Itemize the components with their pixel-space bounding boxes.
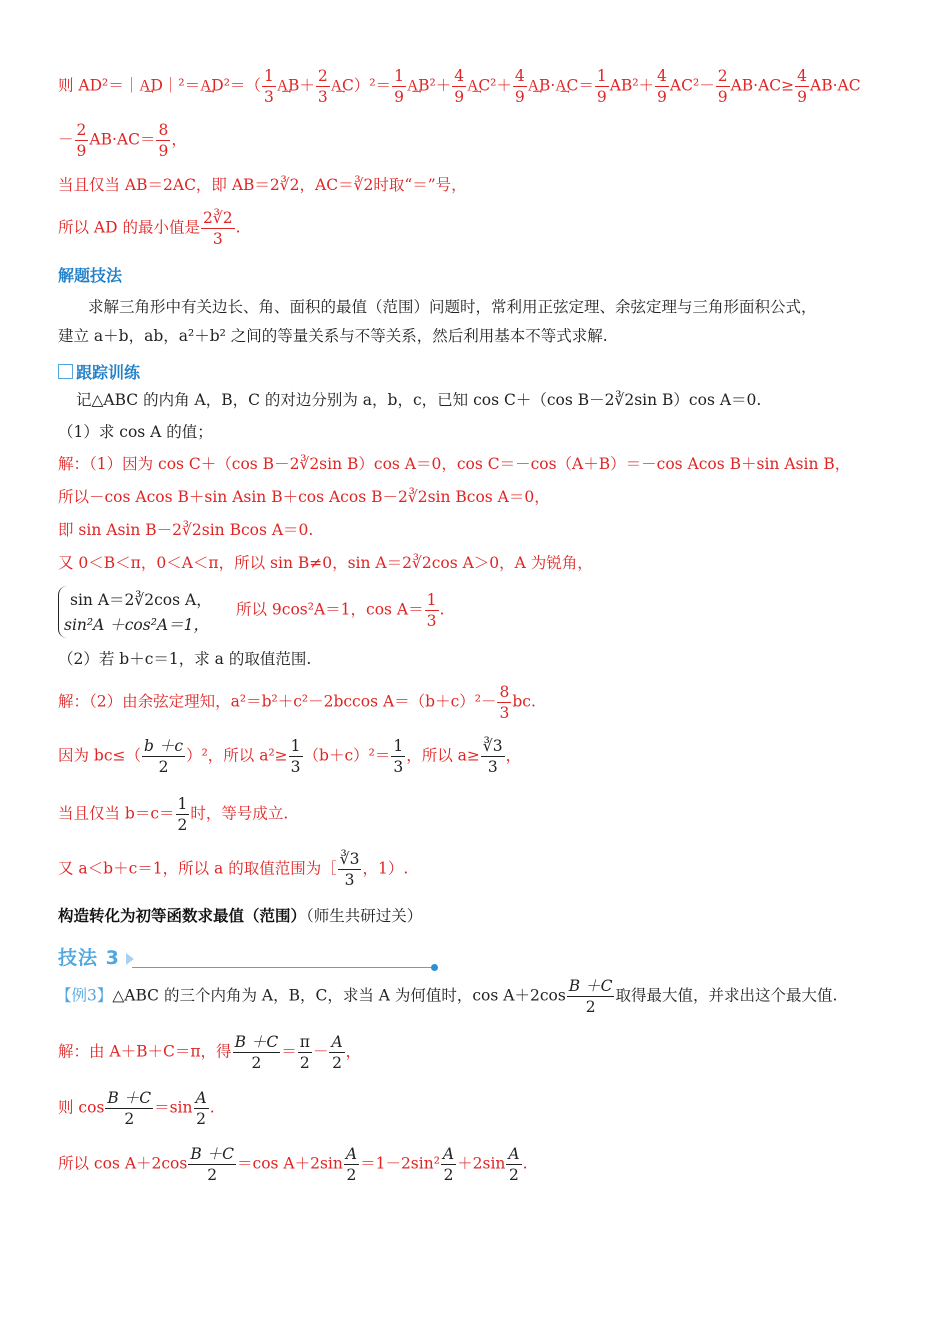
text-segment: 又 a＜b＋c＝1，所以 a 的取值范围为［ [58, 859, 337, 878]
divider [132, 967, 434, 968]
solution-line: 又 0＜B＜π，0＜A＜π，所以 sin B≠0，sin A＝2∛2cos A＞0，A 为锐角， [58, 554, 593, 572]
fraction: $\frac{4}{9}$ [454, 67, 465, 106]
fraction: $\frac{4}{9}$ [797, 67, 808, 106]
fraction: $\frac{B +C}{2}$ [190, 1145, 235, 1184]
technique-tag [58, 943, 134, 970]
text-segment: A͢C）²＝ [330, 76, 392, 95]
fraction: $\frac{2}{9}$ [76, 121, 87, 160]
text-segment: （b＋c）²＝ [303, 746, 391, 765]
text-segment: 所以 AD 的最小值是 [58, 218, 200, 237]
text-segment: ，1）. [362, 859, 409, 878]
text-segment: ＝ [281, 1042, 297, 1061]
text-segment: AB·AC [810, 76, 861, 95]
fraction: $\frac{1}{3}$ [426, 591, 437, 630]
section-heading-technique: 解题技法 [58, 266, 123, 285]
text-segment: 所以 9cos²A＝1，cos A＝ [236, 600, 424, 619]
fraction: $\frac{B +C}{2}$ [107, 1089, 152, 1128]
heading-text: 跟踪训练 [76, 363, 141, 382]
heading-text: 构造转化为初等函数求最值（范围） [58, 907, 307, 925]
question-part-1: （1）求 cos A 的值； [58, 423, 213, 441]
solution-line: 解：（1）因为 cos C＋（cos B－2∛2sin B）cos A＝0，cos C＝－cos（A＋B）＝－cos Acos B＋sin Asin B， [58, 455, 851, 473]
system-equation-2: sin²A ＋cos²A＝1， [64, 616, 209, 634]
fraction: $\frac{A}{2}$ [442, 1145, 455, 1184]
solution-line-cosa [236, 590, 444, 631]
text-segment: . [522, 1154, 528, 1173]
fraction: $\frac{A}{2}$ [345, 1145, 358, 1184]
paragraph-line: 建立 a＋b，ab，a²＋b² 之间的等量关系与不等关系，然后利用基本不等式求解. [58, 327, 608, 345]
fraction: $\frac{A}{2}$ [195, 1089, 207, 1128]
paragraph-line: 求解三角形中有关边长、角、面积的最值（范围）问题时，常利用正弦定理、余弦定理与三角形面积公式， [88, 298, 817, 316]
fraction: $\frac{1}{9}$ [596, 67, 607, 106]
text-segment: A͢B·A͢C＝ [527, 76, 594, 95]
text-segment: . [235, 218, 241, 237]
solution-line-range [58, 849, 408, 890]
solution-line-ad-squared [58, 66, 861, 107]
text-segment: 取得最大值，并求出这个最大值. [615, 986, 838, 1005]
text-segment: AB·AC＝ [89, 130, 156, 149]
text-segment: 则 cos [58, 1098, 105, 1117]
fraction: $\frac{4}{9}$ [514, 67, 525, 106]
triangle-icon [126, 953, 134, 965]
fraction: $\frac{1}{3}$ [393, 737, 404, 776]
text-segment: ， [345, 1042, 362, 1061]
solution-line-cosine-law [58, 682, 536, 723]
fraction: $\frac{2}{9}$ [717, 67, 728, 106]
fraction: $\frac{b +c}{2}$ [144, 737, 184, 776]
solution-line: 即 sin Asin B－2∛2sin Bcos A＝0. [58, 521, 314, 539]
checkbox-icon [58, 364, 73, 379]
text-segment: － [312, 1042, 329, 1061]
text-segment: － [58, 130, 74, 149]
system-equation-1: sin A＝2∛2cos A， [70, 591, 212, 609]
dot-icon [431, 964, 438, 971]
text-segment: A͢B＋ [276, 76, 315, 95]
fraction: $\frac{A}{2}$ [331, 1033, 343, 1072]
text-segment: ）²，所以 a²≥ [186, 746, 288, 765]
fraction: $\frac{1}{3}$ [263, 67, 274, 106]
fraction: $\frac{A}{2}$ [508, 1145, 520, 1184]
text-segment: ＝1－2sin² [360, 1154, 440, 1173]
solution-line-min [58, 208, 241, 249]
solution-line-angle-sum [58, 1032, 361, 1073]
fraction: $\frac{∛3}{3}$ [482, 737, 503, 776]
solution-line-equal-condition [58, 794, 288, 835]
section-heading-construct [58, 905, 422, 927]
fraction: $\frac{2∛2}{3}$ [202, 209, 233, 248]
text-segment: ，所以 a≥ [406, 746, 480, 765]
section-heading-practice [58, 362, 140, 384]
text-segment: ， [505, 746, 522, 765]
text-segment: AB·AC≥ [730, 76, 795, 95]
text-segment: A͢C²＋ [467, 76, 512, 95]
text-segment: 解：（2）由余弦定理知，a²＝b²＋c²－2bccos A＝（b＋c）²－ [58, 692, 497, 711]
text-segment: ＝sin [154, 1098, 193, 1117]
fraction: $\frac{\pi}{2}$ [299, 1033, 310, 1072]
text-segment: 则 AD²＝｜A͢D｜²＝A͢D²＝（ [58, 76, 261, 95]
text-segment: △ABC 的三个内角为 A，B，C，求当 A 为何值时，cos A＋2cos [112, 986, 566, 1005]
question-text: 记△ABC 的内角 A，B，C 的对边分别为 a，b，c，已知 cos C＋（cos B－2∛2sin B）cos A＝0. [76, 391, 762, 409]
solution-line-expression [58, 1144, 528, 1185]
text-segment: . [209, 1098, 215, 1117]
text-segment: ＋2sin [457, 1154, 506, 1173]
question-part-2: （2）若 b＋c＝1，求 a 的取值范围. [58, 650, 312, 668]
fraction: $\frac{∛3}{3}$ [339, 850, 360, 889]
text-segment: bc. [512, 692, 536, 711]
fraction: $\frac{8}{9}$ [158, 121, 169, 160]
fraction: $\frac{B +C}{2}$ [568, 977, 613, 1016]
text-segment: AC²－ [669, 76, 715, 95]
text-segment: 因为 bc≤（ [58, 746, 142, 765]
solution-line: 所以－cos Acos B＋sin Asin B＋cos Acos B－2∛2sin Bcos A＝0， [58, 488, 550, 506]
fraction: $\frac{1}{3}$ [290, 737, 301, 776]
solution-line-cos-sin [58, 1088, 215, 1129]
text-segment: 所以 cos A＋2cos [58, 1154, 188, 1173]
fraction: $\frac{1}{2}$ [177, 795, 188, 834]
text-segment: AB²＋ [609, 76, 655, 95]
text-segment: . [439, 600, 445, 619]
fraction: $\frac{1}{9}$ [394, 67, 404, 106]
solution-line-inequality [58, 736, 521, 777]
text-segment: 当且仅当 b＝c＝ [58, 804, 175, 823]
text-segment: 时，等号成立. [190, 804, 289, 823]
tag-label: 技法 3 [58, 947, 120, 969]
solution-line-equality: 当且仅当 AB＝2AC，即 AB＝2∛2，AC＝∛2时取“＝”号， [58, 176, 467, 194]
heading-note: （师生共研过关） [306, 907, 423, 925]
example-label: 【例3】 [56, 986, 113, 1005]
text-segment: A͢B²＋ [406, 76, 452, 95]
fraction: $\frac{4}{9}$ [657, 67, 667, 106]
fraction: $\frac{8}{3}$ [499, 683, 510, 722]
text-segment: ， [171, 130, 187, 149]
fraction: $\frac{B +C}{2}$ [234, 1033, 279, 1072]
example-3 [56, 976, 837, 1017]
text-segment: ＝cos A＋2sin [237, 1154, 343, 1173]
fraction: $\frac{2}{3}$ [317, 67, 328, 106]
solution-line-result [58, 120, 187, 161]
text-segment: 解：由 A＋B＋C＝π，得 [58, 1042, 232, 1061]
